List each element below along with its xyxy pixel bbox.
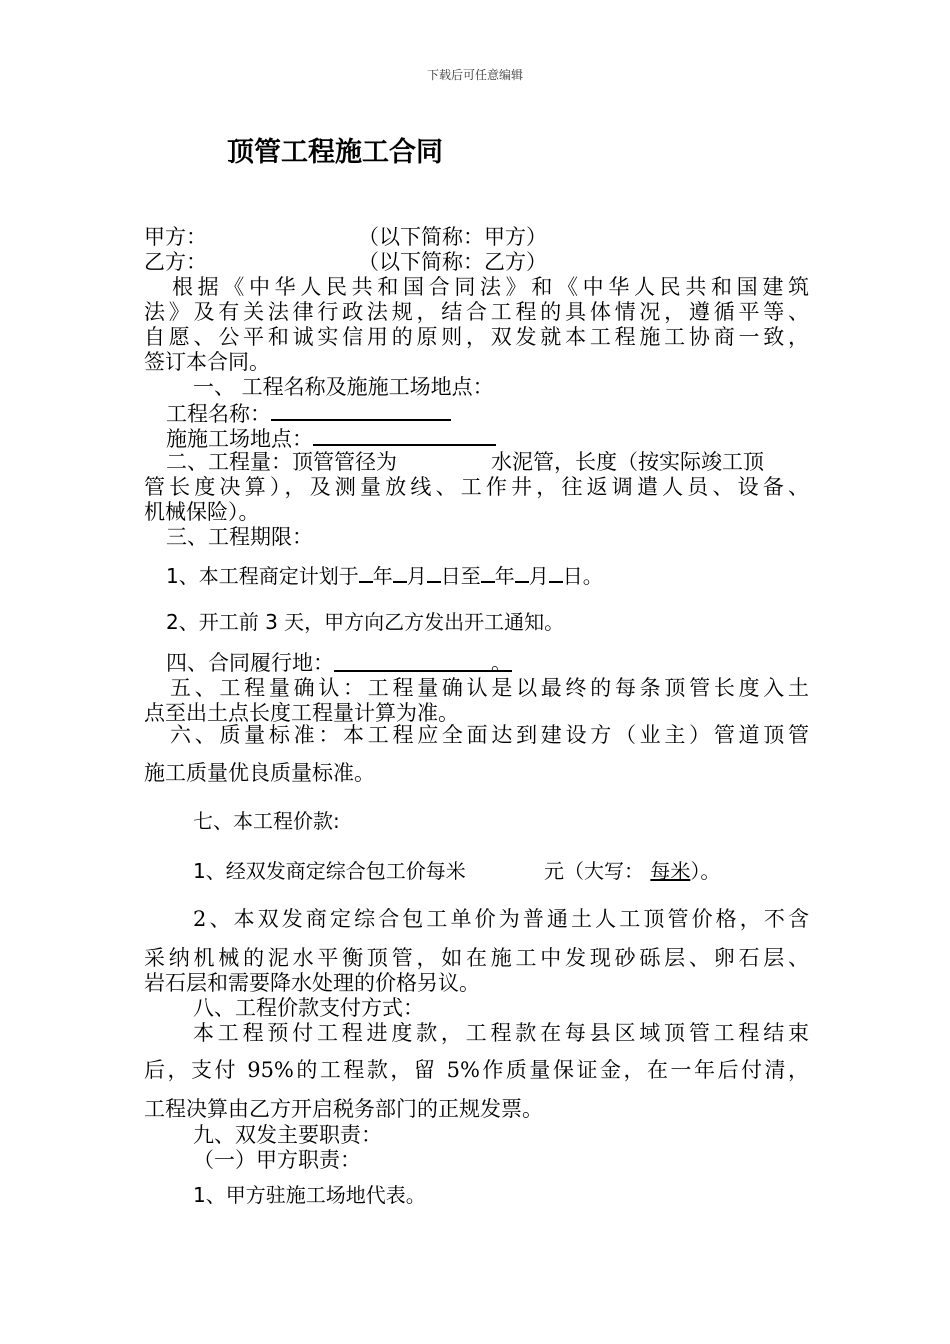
section-5-line-2: 点至出土点长度工程量计算为准。 [144, 701, 459, 725]
price-text-b: 元（大写： [544, 859, 644, 883]
start-month-label: 月 [406, 564, 427, 588]
price-line [193, 858, 858, 884]
end-day-label: 日。 [562, 564, 603, 588]
project-name-blank [271, 399, 451, 421]
project-site-line [166, 424, 831, 452]
schedule-text: 1、本工程商定计划于 [166, 564, 359, 588]
start-month-blank [393, 561, 407, 583]
section-2-text-a: 二、工程量：顶管管径为 [166, 450, 397, 474]
section-4-line [166, 650, 831, 676]
party-a-line [144, 224, 809, 250]
preamble-line-1: 根据《中华人民共和国合同法》和《中华人民共和国建筑 [172, 275, 809, 299]
end-year-label: 年 [494, 564, 515, 588]
end-day-blank [549, 561, 563, 583]
start-day-blank [427, 561, 441, 583]
preamble-line-3: 自愿、公平和诚实信用的原则，双发就本工程施工协商一致， [144, 325, 809, 349]
party-a-label: 甲方： [144, 225, 207, 249]
party-b-line [144, 249, 809, 275]
preamble-line-2: 法》及有关法律行政法规，结合工程的具体情况，遵循平等、 [144, 300, 809, 324]
end-year-blank [481, 561, 495, 583]
party-b-alias: （以下简称：乙方） [358, 250, 547, 274]
venue-end: 。 [491, 651, 512, 675]
section-2-text-b: 水泥管，长度（按实际竣工顶 [491, 450, 764, 474]
party-a-alias: （以下简称：甲方） [358, 225, 547, 249]
section-1-heading: 一、 工程名称及施施工场地点： [193, 375, 494, 399]
page-header-note: 下载后可任意编辑 [426, 68, 523, 82]
price-note-line-2: 采纳机械的泥水平衡顶管，如在施工中发现砂砾层、卵石层、 [144, 946, 809, 970]
project-name-label: 工程名称： [166, 402, 271, 426]
venue-blank [334, 650, 512, 675]
payment-line-3: 工程决算由乙方开启税务部门的正规发票。 [144, 1097, 543, 1121]
start-notice-line: 2、开工前 3 天，甲方向乙方发出开工通知。 [166, 610, 565, 634]
schedule-line [166, 561, 831, 589]
price-text-c: 每米 [650, 859, 691, 883]
project-site-blank [313, 424, 496, 446]
payment-line-1: 本工程预付工程进度款，工程款在每县区域顶管工程结束 [193, 1021, 809, 1045]
section-3-heading: 三、工程期限： [166, 525, 313, 549]
price-note-line-1: 2、本双发商定综合包工单价为普通土人工顶管价格，不含 [193, 907, 809, 931]
project-site-label: 施施工场地点： [166, 427, 313, 451]
section-5-line-1: 五、工程量确认：工程量确认是以最终的每条顶管长度入土 [170, 676, 809, 700]
section-6-line-1: 六、质量标准：本工程应全面达到建设方（业主）管道顶管 [170, 723, 809, 747]
section-9-heading: 九、双发主要职责： [193, 1123, 382, 1147]
section-2-line-1 [166, 449, 831, 475]
party-b-label: 乙方： [144, 250, 207, 274]
section-6-line-2: 施工质量优良质量标准。 [144, 761, 375, 785]
section-4-label: 四、合同履行地： [166, 651, 334, 675]
start-day-label: 日至 [440, 564, 481, 588]
section-8-heading: 八、工程价款支付方式： [193, 996, 424, 1020]
project-name-line [166, 399, 831, 427]
price-text-a: 1、经双发商定综合包工价每米 [193, 859, 466, 883]
party-a-duty-1: 1、甲方驻施工场地代表。 [193, 1183, 426, 1207]
preamble-line-4: 签订本合同。 [144, 350, 270, 374]
start-year-label: 年 [372, 564, 393, 588]
end-month-blank [515, 561, 529, 583]
price-note-line-3: 岩石层和需要降水处理的价格另议。 [144, 971, 480, 995]
party-a-duties-heading: （一）甲方职责： [193, 1148, 361, 1172]
document-title: 顶管工程施工合同 [227, 137, 443, 168]
price-text-d: ）。 [690, 859, 721, 883]
end-month-label: 月 [528, 564, 549, 588]
section-2-line-2: 管长度决算），及测量放线、工作井，往返调遣人员、设备、 [144, 475, 809, 499]
section-2-line-3: 机械保险）。 [144, 500, 260, 524]
section-7-heading: 七、本工程价款: [193, 809, 340, 833]
payment-line-2: 后，支付 95%的工程款，留 5%作质量保证金，在一年后付清， [144, 1058, 809, 1082]
start-year-blank [359, 561, 373, 583]
